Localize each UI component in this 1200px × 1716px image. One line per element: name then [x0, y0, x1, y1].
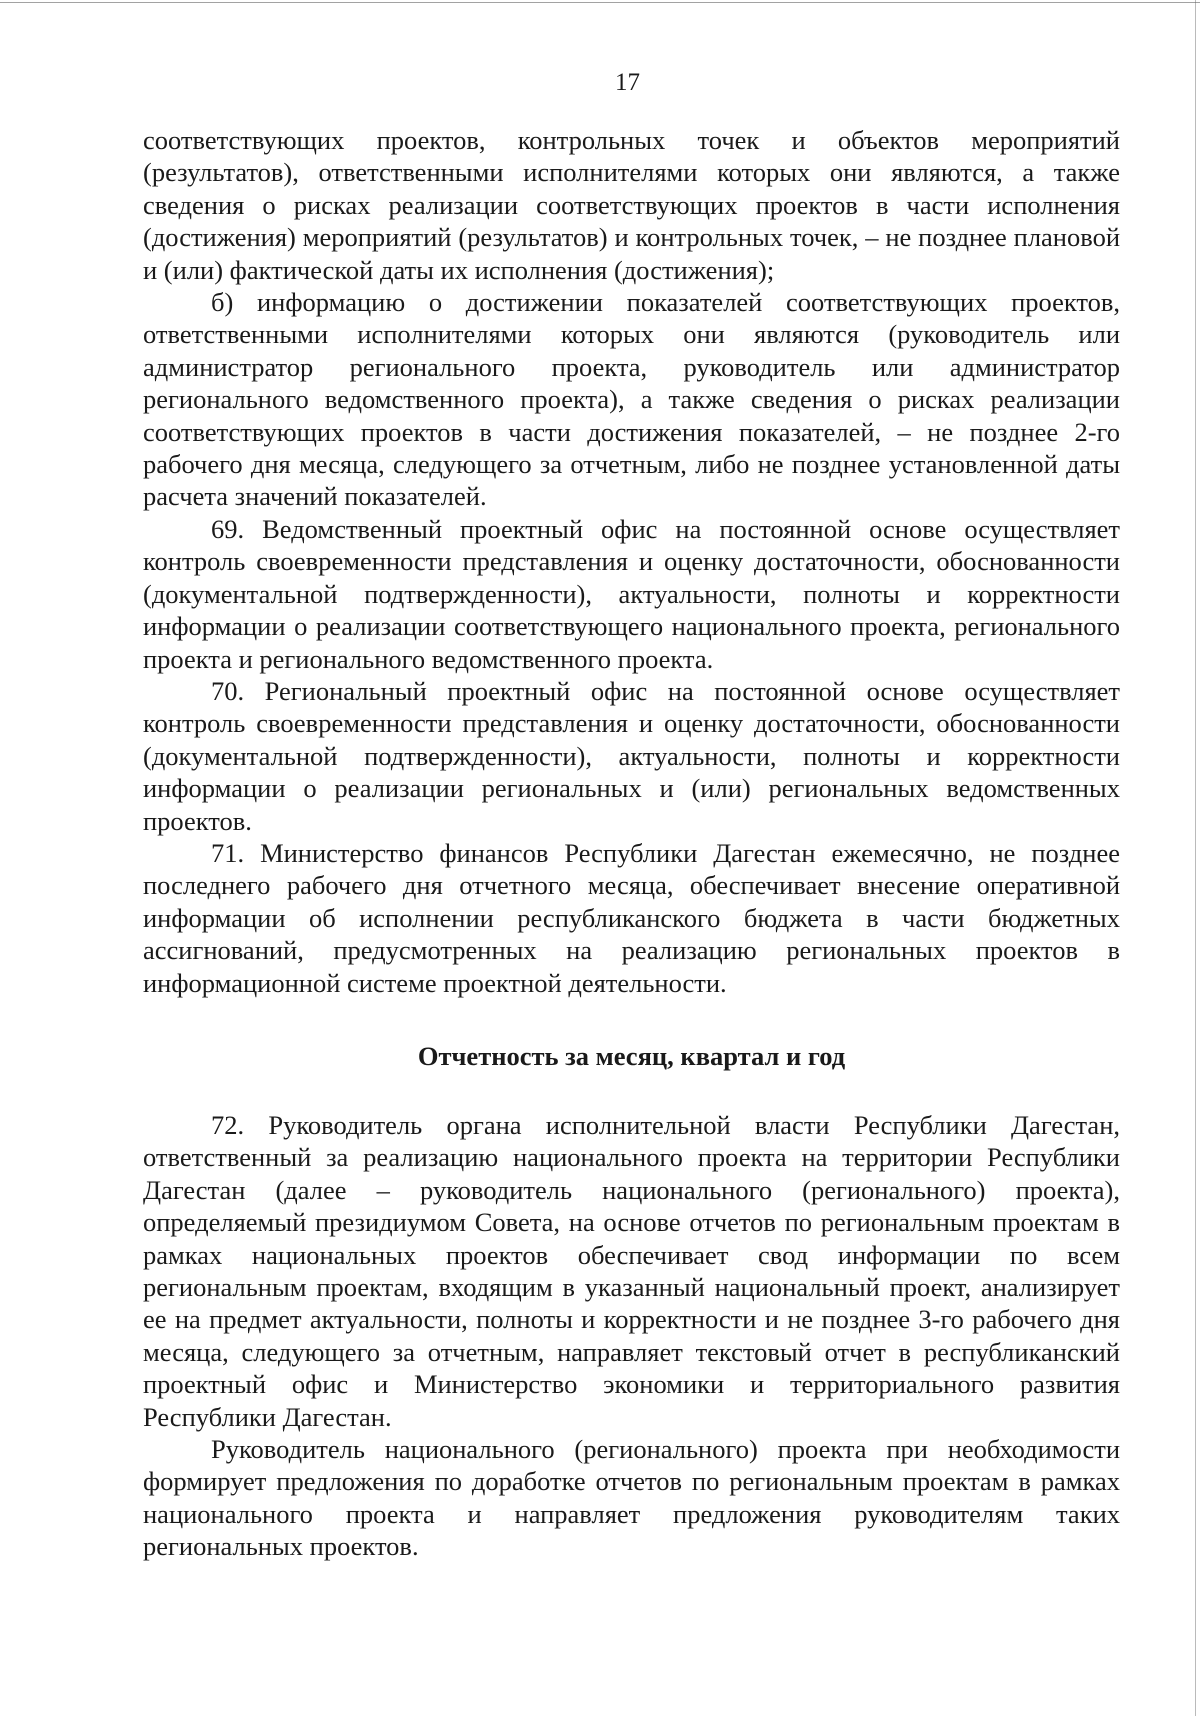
- body-text-upper: [143, 124, 1120, 999]
- scan-edge-top: [0, 2, 1200, 3]
- paragraph-item-72: 72. Руководитель органа исполнительной власти Республики Дагестан, ответственный за реализацию национального проекта на территории Республики Дагестан (далее – руководитель национального (регионального) проекта), определяемый президиумом Совета, на основе отчетов по региональным проектам в рамках национальных проектов обеспечивает свод информации по всем региональным проектам, входящим в указанный национальный проект, анализирует ее на предмет актуальности, полноты и корректности и не позднее 3-го рабочего дня месяца, следующего за отчетным, направляет текстовый отчет в республиканский проектный офис и Министерство экономики и территориального развития Республики Дагестан.: [143, 1110, 1120, 1432]
- paragraph-item-71: 71. Министерство финансов Республики Дагестан ежемесячно, не позднее последнего рабочего дня отчетного месяца, обеспечивает внесение оперативной информации об исполнении республиканского бюджета в части бюджетных ассигнований, предусмотренных на реализацию региональных проектов в информационной системе проектной деятельности.: [143, 837, 1120, 998]
- paragraph-item-b: б) информацию о достижении показателей соответствующих проектов, ответственными исполнителями которых они являются (руководитель или администратор регионального проекта, руководитель или администратор регионального ведомственного проекта), а также сведения о рисках реализации соответствующих проектов в части достижения показателей, – не позднее 2-го рабочего дня месяца, следующего за отчетным, либо не позднее установленной даты расчета значений показателей.: [143, 287, 1120, 512]
- page-number: 17: [615, 69, 640, 96]
- section-heading: Отчетность за месяц, квартал и год: [417, 1041, 846, 1071]
- body-text-lower: [143, 1109, 1120, 1563]
- paragraph-item-69: 69. Ведомственный проектный офис на постоянной основе осуществляет контроль своевременности представления и оценку достаточности, обоснованности (документальной подтвержденности), актуальности, полноты и корректности информации о реализации соответствующего национального проекта, регионального проекта и регионального ведомственного проекта.: [143, 513, 1120, 674]
- scan-edge-right: [1195, 0, 1196, 1716]
- paragraph-item-70: 70. Региональный проектный офис на постоянной основе осуществляет контроль своевременности представления и оценку достаточности, обоснованности (документальной подтвержденности), актуальности, полноты и корректности информации о реализации региональных и (или) региональных ведомственных проектов.: [143, 675, 1120, 836]
- paragraph-item-72-continuation: Руководитель национального (регионального) проекта при необходимости формирует предложения по доработке отчетов по региональным проектам в рамках национального проекта и направляет предложения руководителям таких региональных проектов.: [143, 1434, 1120, 1562]
- paragraph-continuation: соответствующих проектов, контрольных точек и объектов мероприятий (результатов), ответственными исполнителями которых они являются, а также сведения о рисках реализации соответствующих проектов в части исполнения (достижения) мероприятий (результатов) и контрольных точек, – не позднее плановой и (или) фактической даты их исполнения (достижения);: [143, 125, 1120, 285]
